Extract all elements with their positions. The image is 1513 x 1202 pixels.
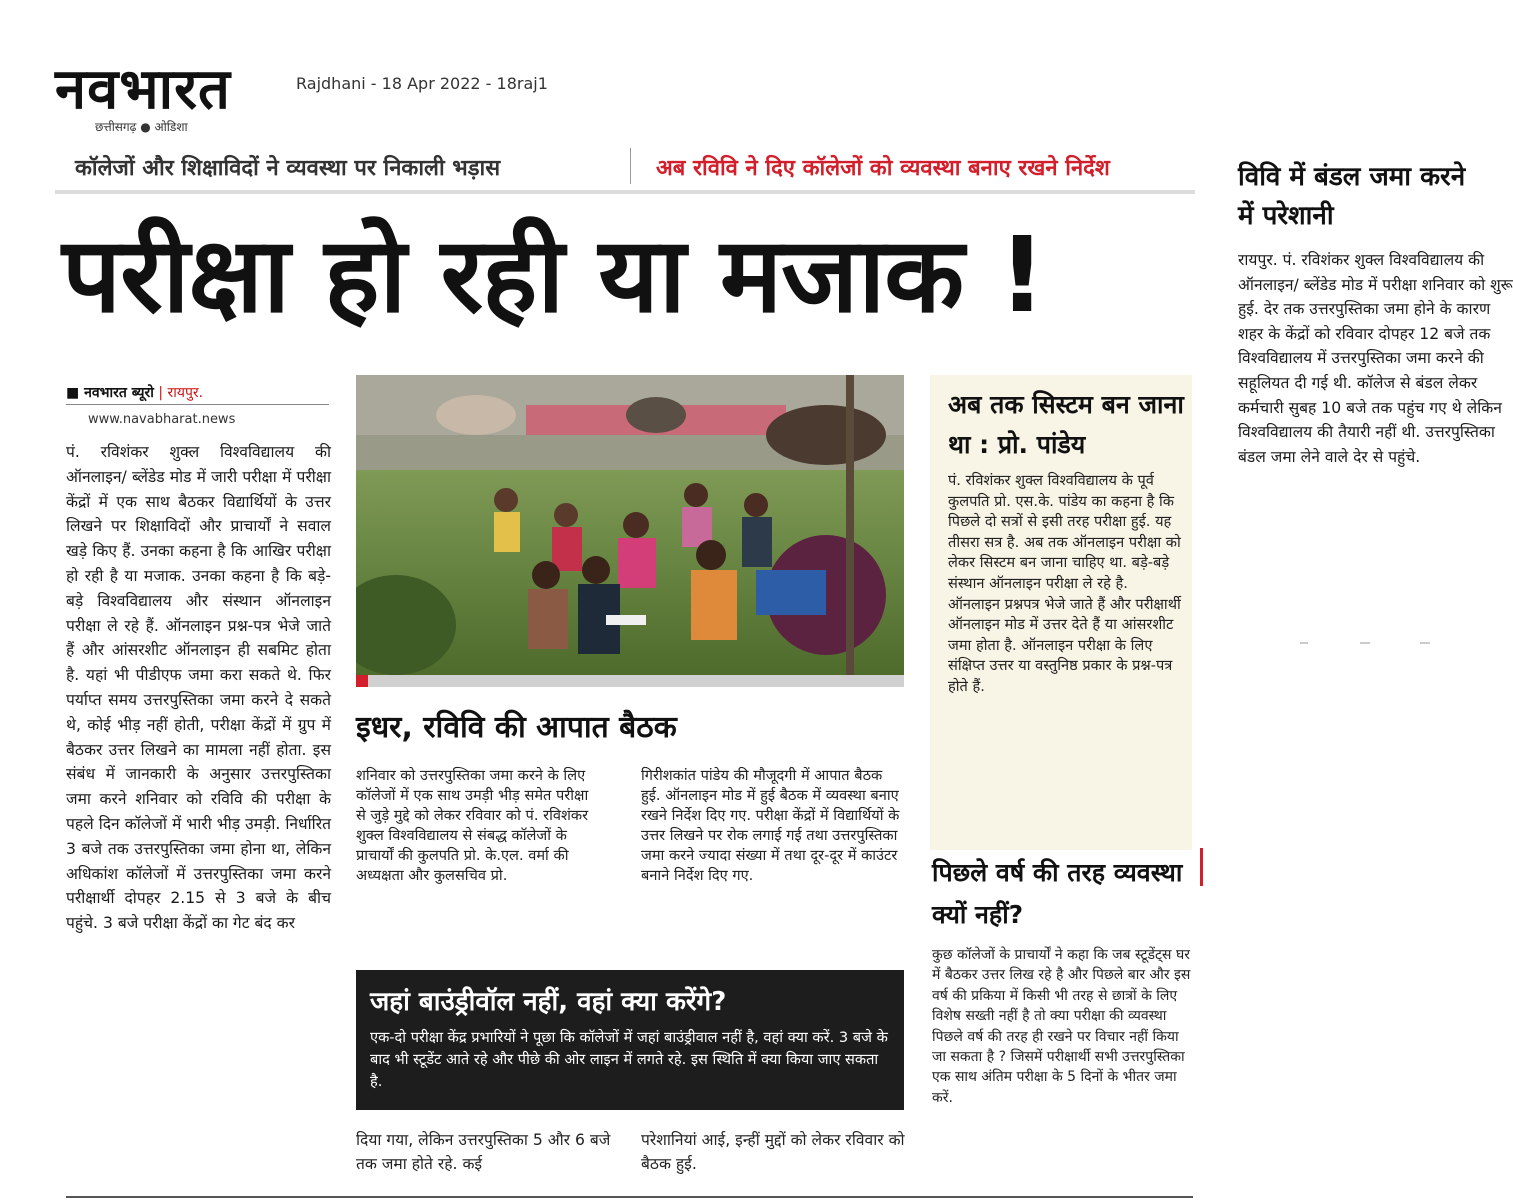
main-story-text: पं. रविशंकर शुक्ल विश्वविद्यालय की ऑनलाइन/ ब्लेंडेड मोड में जारी परीक्षा में परीक्षा केंद्रों में एक साथ बैठकर विद्यार्थियों के उत्तर लिखने पर शिक्षाविदों और प्राचार्यों ने सवाल खड़े किए हैं. उनका कहना है कि आखिर परीक्षा हो रही है या मजाक. उनका कहना है कि बड़े-बड़े विश्वविद्यालय और संस्थान ऑनलाइन परीक्षा ले रहे हैं. ऑनलाइन प्रश्न-पत्र भेजे जाते हैं और आंसरशीट ऑनलाइन ही सबमिट होता है. यहां भी पीडीएफ जमा करा सकते थे. फिर पर्याप्त समय उत्तरपुस्तिका जमा करने दे सकते थे, कोई भीड़ नहीं होती, परीक्षा केंद्रों में ग्रुप में बैठकर उत्तर लिखने का मामला नहीं होता. इस संबंध में जानकारी के अनुसार उत्तरपुस्तिका जमा करने शनिवार को रविवि की परीक्षा के पहले दिन कॉलेजों में भारी भीड़ उमड़ी. निर्धारित 3 बजे तक उत्तरपुस्तिका जमा होना था, लेकिन अधिकांश कॉलेजों में उत्तरपुस्तिका जमा करने परीक्षार्थी दोपहर 2.15 से 3 बजे के बीच पहुंचे. 3 बजे परीक्षा केंद्रों का गेट बंद कर [66,443,331,933]
news-photo [356,375,904,675]
last-year-text: कुछ कॉलेजों के प्राचार्यों ने कहा कि जब स्टूडेंट्स घर में बैठकर उत्तर लिख रहे है और पिछले बार और इस वर्ष की प्रकिया में किसी भी तरह से छात्रों के लिए विशेष सख्ती नहीं है तो क्या परीक्षा की व्यवस्था पिछले वर्ष की तरह ही रखने पर विचार नहीं किया जा सकता है ? जिसमें परीक्षार्थी सभी उत्तरपुस्तिका एक साथ अंतिम परीक्षा के 5 दिनों के भीतर जमा करें. [932,947,1191,1106]
photo-caption-bar [356,675,904,687]
logo-tagline: छत्तीसगढ़ ● ओडिशा [95,120,188,134]
photo-bar-accent [356,675,368,687]
story-end-dashes [1300,642,1460,644]
meeting-text-col1: शनिवार को उत्तरपुस्तिका जमा करने के लिए कॉलेजों में एक साथ उमड़ी भीड़ समेत परीक्षा से जुड़े मुद्दे को लेकर रविवार को पं. रविशंकर शुक्ल विश्वविद्यालय से संबद्ध कॉलेजों के प्राचार्यों की कुलपति प्रो. के.एल. वर्मा की अध्यक्षता और कुलसचिव प्रो. [356,767,589,884]
kicker-rule [55,190,1195,194]
exam-crowd-photo [356,375,904,675]
main-headline: परीक्षा हो रही या मजाक ! [62,214,1045,336]
byline-name: ■ नवभारत ब्यूरो [66,385,154,401]
website: www.navabharat.news [88,412,236,427]
edition-info: Rajdhani - 18 Apr 2022 - 18raj1 [296,74,548,93]
section-marker [1200,848,1203,886]
byline-place: | रायपुर. [153,385,204,401]
story-continuation-col2: परेशानियां आई, इन्हीं मुद्दों को लेकर रविवार को बैठक हुई. [641,1131,905,1173]
meeting-subheading: इधर, रविवि की आपात बैठक [356,710,677,745]
pandey-box-title: अब तक सिस्टम बन जाना था : प्रो. पांडेय [948,390,1184,459]
kicker-divider [630,148,631,184]
byline [66,383,203,402]
byline-rule [66,404,329,405]
boundary-box-title: जहां बाउंड्रीवॉल नहीं, वहां क्या करेंगे? [370,987,727,1017]
pandey-quote-box [930,375,1192,850]
boundary-box-text: एक-दो परीक्षा केंद्र प्रभारियों ने पूछा कि कॉलेजों में जहां बाउंड्रीवाल नहीं है, वहां क्या करें. 3 बजे के बाद भी स्टूडेंट आते रहे और पीछे की ओर लाइन में लगते रहे. इस स्थिति में क्या किया जाए सकता है. [370,1029,888,1090]
side-story-text: रायपुर. पं. रविशंकर शुक्ल विश्वविद्यालय की ऑनलाइन/ ब्लेंडेड मोड में परीक्षा शनिवार को शुरू हुई. देर तक उत्तरपुस्तिका जमा होने के कारण शहर के केंद्रों को रविवार दोपहर 12 बजे तक विश्वविद्यालय में उत्तरपुस्तिका जमा करने की सहूलियत दी गई थी. कॉलेज से बंडल लेकर कर्मचारी सुबह 10 बजे तक पहुंच गए थे लेकिन विश्वविद्यालय की तैयारी नहीं थी. उत्तरपुस्तिका बंडल जमा लेने वाले देर से पहुंचे. [1238,251,1513,466]
boundary-wall-box [356,970,904,1110]
kicker-left: कॉलेजों और शिक्षाविदों ने व्यवस्था पर निकाली भड़ास [75,156,501,181]
side-story-headline: विवि में बंडल जमा करने में परेशानी [1238,162,1466,231]
kicker-right: अब रविवि ने दिए कॉलेजों को व्यवस्था बनाए रखने निर्देश [656,156,1110,181]
bottom-rule [66,1196,1193,1198]
pandey-box-text: पं. रविशंकर शुक्ल विश्वविद्यालय के पूर्व कुलपति प्रो. एस.के. पांडेय का कहना है कि पिछले दो सत्रों से इसी तरह परीक्षा हुई. यह तीसरा सत्र है. अब तक ऑनलाइन परीक्षा को लेकर सिस्टम बन जाना चाहिए था. बड़े-बड़े संस्थान ऑनलाइन परीक्षा ले रहे है. ऑनलाइन प्रश्नपत्र भेजे जाते हैं और परीक्षार्थी ऑनलाइन मोड में उत्तर देते हैं या आंसरशीट जमा होता है. ऑनलाइन परीक्षा के लिए संक्षिप्त उत्तर या वस्तुनिष्ठ प्रकार के प्रश्न-पत्र होते हैं. [948,472,1181,695]
last-year-subheading: पिछले वर्ष की तरह व्यवस्था क्यों नहीं? [932,858,1183,929]
newspaper-logo: नवभारत [55,57,231,122]
story-continuation-col1: दिया गया, लेकिन उत्तरपुस्तिका 5 और 6 बजे तक जमा होते रहे. कई [356,1131,611,1173]
meeting-text-col2: गिरीशकांत पांडेय की मौजूदगी में आपात बैठक हुई. ऑनलाइन मोड में हुई बैठक में व्यवस्था बनाए रखने निर्देश दिए गए. परीक्षा केंद्रों में विद्यार्थियों के उत्तर लिखने पर रोक लगाई गई तथा उत्तरपुस्तिका जमा करने ज्यादा संख्या में तथा दूर-दूर में काउंटर बनाने निर्देश दिए गए. [641,767,900,884]
